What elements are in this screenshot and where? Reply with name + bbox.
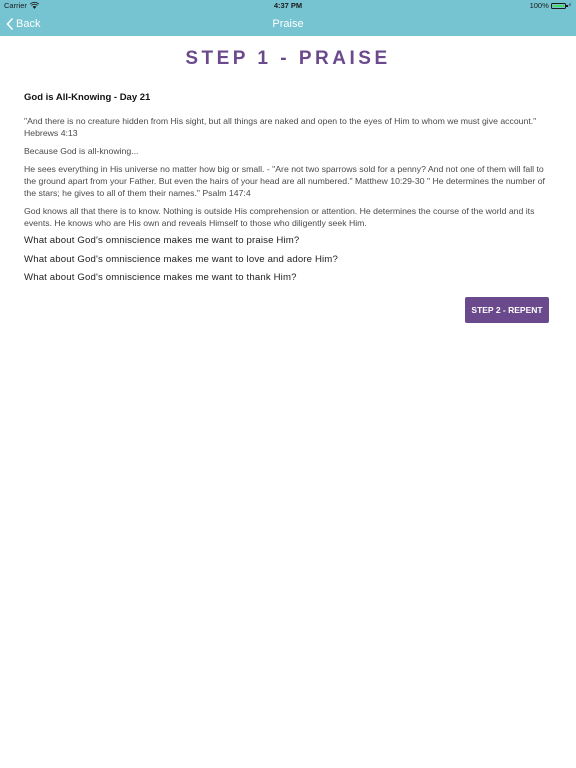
back-label: Back bbox=[16, 18, 41, 30]
next-step-button[interactable]: STEP 2 - REPENT bbox=[465, 297, 549, 323]
reflection-question: What about God's omniscience makes me want to love and adore Him? bbox=[24, 253, 338, 265]
navigation-bar bbox=[0, 12, 576, 36]
scripture-paragraph: "And there is no creature hidden from His sight, but all things are naked and open to the eyes of Him to whom we must give account." Hebrews 4:13 bbox=[24, 116, 537, 138]
day-heading: God is All-Knowing - Day 21 bbox=[24, 92, 151, 103]
devotional-content bbox=[24, 92, 552, 291]
nav-title: Praise bbox=[272, 18, 304, 30]
status-bar bbox=[0, 0, 576, 12]
battery-tip bbox=[566, 5, 568, 7]
battery-icon bbox=[551, 3, 566, 9]
status-time: 4:37 PM bbox=[273, 1, 303, 10]
status-right bbox=[530, 1, 572, 10]
body-paragraph: He sees everything in His universe no matter how big or small. - "Are not two sparrows sold for a penny? And not one of them will fall to the ground apart from your Father. But even the hairs of your head are all numbered." Matthew 10:29-30 " He determines the number of the stars; he gives to all of them their names." Psalm 147:4 bbox=[24, 164, 545, 198]
reflection-question: What about God's omniscience makes me want to praise Him? bbox=[24, 235, 300, 246]
intro-paragraph: Because God is all-knowing... bbox=[24, 146, 139, 156]
carrier-label: Carrier bbox=[4, 1, 27, 10]
battery-fill bbox=[553, 5, 564, 7]
page-title: STEP 1 - PRAISE bbox=[185, 48, 391, 69]
bolt-icon: ⚡ bbox=[567, 2, 572, 9]
reflection-question: What about God's omniscience makes me want to thank Him? bbox=[24, 272, 297, 283]
body-paragraph: God knows all that there is to know. Nothing is outside His comprehension or attention. He determines the course of the world and its events. He knows who are His own and reveals Himself to those who diligently seek Him. bbox=[24, 206, 535, 228]
battery-percent: 100% bbox=[529, 1, 549, 10]
